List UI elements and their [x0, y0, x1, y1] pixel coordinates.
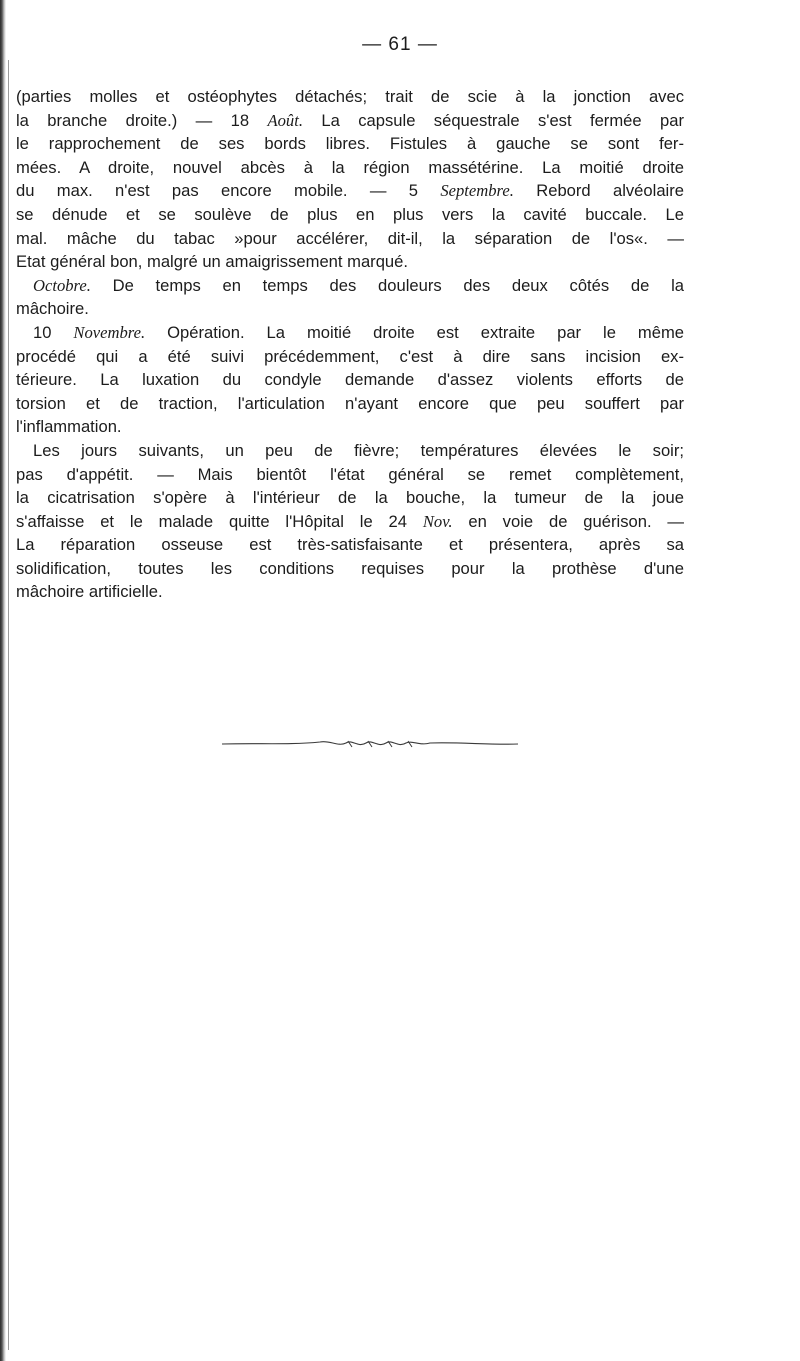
text-line — [16, 415, 684, 439]
line-text: mal. mâche du tabac »pour accélérer, dit-il, la séparation de l'os«. — — [16, 228, 684, 248]
text-line — [16, 250, 684, 274]
line-text: La réparation osseuse est très-satisfaisante et présentera, après sa — [16, 535, 684, 555]
text-line — [16, 227, 684, 251]
date-italic: Octobre. — [33, 275, 91, 295]
line-text-after: De temps en temps des douleurs des deux côtés de la — [90, 275, 684, 295]
line-text-after: Rebord alvéolaire — [513, 181, 684, 201]
line-text: térieure. La luxation du condyle demande d'assez violents efforts de — [16, 370, 684, 390]
text-line — [16, 439, 684, 463]
line-text: mâchoire. — [16, 299, 89, 319]
text-line — [16, 321, 684, 345]
end-ornament — [220, 737, 520, 751]
line-text: 10 — [33, 322, 74, 342]
text-line — [16, 156, 684, 180]
line-text-after: en voie de guérison. — — [452, 511, 685, 531]
line-text: le rapprochement de ses bords libres. Fistules à gauche se sont fer- — [16, 134, 684, 154]
text-line — [16, 368, 684, 392]
line-text: du max. n'est pas encore mobile. — 5 — [16, 181, 441, 201]
text-line — [16, 580, 684, 604]
line-text: (parties molles et ostéophytes détachés; trait de scie à la jonction avec — [16, 87, 684, 106]
text-line — [16, 486, 684, 510]
date-italic: Nov. — [422, 511, 453, 531]
line-text: s'affaisse et le malade quitte l'Hôpital le 24 — [16, 511, 423, 531]
book-spine-shadow — [0, 0, 6, 1361]
line-text: procédé qui a été suivi précédemment, c'est à dire sans incision ex- — [16, 346, 684, 366]
line-text: mées. A droite, nouvel abcès à la région massétérine. La moitié droite — [16, 157, 684, 177]
line-text: la branche droite.) — 18 — [16, 110, 268, 130]
text-line — [16, 345, 684, 369]
text-line — [16, 392, 684, 416]
line-text: mâchoire artificielle. — [16, 582, 163, 602]
margin-rule — [8, 60, 9, 1350]
line-text: Etat général bon, malgré un amaigrissement marqué. — [16, 252, 409, 272]
line-text-after: Opération. La moitié droite est extraite par le même — [145, 322, 684, 342]
line-text: Les jours suivants, un peu de fièvre; températures élevées le soir; — [33, 440, 684, 460]
line-text: torsion et de traction, l'articulation n'ayant encore que peu souffert par — [16, 393, 684, 413]
text-line — [16, 557, 684, 581]
text-line — [16, 179, 684, 203]
text-line — [16, 132, 684, 156]
line-text-after: La capsule séquestrale s'est fermée par — [303, 110, 684, 130]
line-text: la cicatrisation s'opère à l'intérieur de la bouche, la tumeur de la joue — [16, 488, 684, 508]
text-line — [16, 297, 684, 321]
line-text: se dénude et se soulève de plus en plus vers la cavité buccale. Le — [16, 204, 684, 224]
page-number: — 61 — — [362, 34, 438, 55]
text-line — [16, 510, 684, 534]
date-italic: Novembre. — [73, 322, 146, 342]
date-italic: Août. — [267, 110, 303, 130]
text-line — [16, 85, 684, 109]
text-line — [16, 533, 684, 557]
body-text — [16, 85, 684, 604]
line-text: pas d'appétit. — Mais bientôt l'état général se remet complètement, — [16, 464, 684, 484]
text-line — [16, 463, 684, 487]
line-text: solidification, toutes les conditions requises pour la prothèse d'une — [16, 558, 684, 578]
text-line — [16, 109, 684, 133]
text-line — [16, 203, 684, 227]
text-line — [16, 274, 684, 298]
line-text: l'inflammation. — [16, 417, 122, 437]
date-italic: Septembre. — [440, 181, 514, 201]
